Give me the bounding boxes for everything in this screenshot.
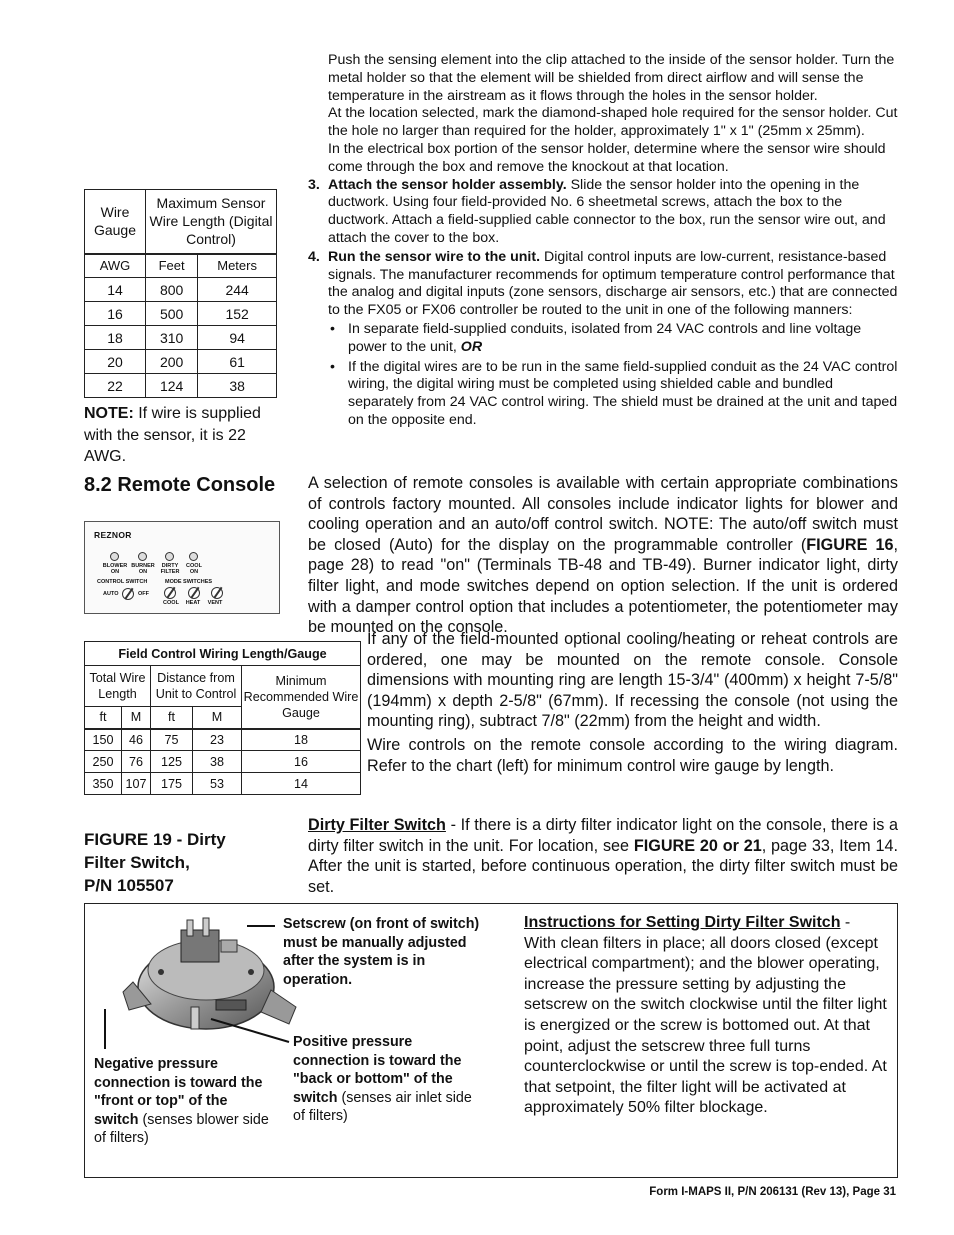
cell: 152 xyxy=(198,302,277,326)
paragraph: If any of the field-mounted optional cooling/heating or reheat controls are ordered, one may be mounted on the remote console. Console dimensions with mounting ring are length 15-3/4" (400mm) x height 7-5/8" (194mm) x depth 2-5/8" (67mm). If recessing the console (not using the mounting ring), subtract 7/8" (22mm) from the height and width. xyxy=(367,630,898,731)
unit-cell: Feet xyxy=(146,254,198,278)
table-title: Field Control Wiring Length/Gauge xyxy=(85,642,361,666)
indicator-light xyxy=(110,552,119,561)
cell: 200 xyxy=(146,350,198,374)
paragraph: Push the sensing element into the clip attached to the inside of the sensor holder. Turn the metal holder so that the element will be shielded from direct airflow and will sense the temperature in the airstream as it flows through the holes in the sensor holder. xyxy=(328,52,895,104)
table-row xyxy=(85,326,277,350)
step-title: Run the sensor wire to the unit. xyxy=(328,248,541,265)
section-body xyxy=(308,473,898,638)
figure-ref: FIGURE 20 or 21 xyxy=(633,836,762,855)
indicator-light xyxy=(189,552,198,561)
field-wiring-table xyxy=(84,641,361,795)
bullet-item xyxy=(308,359,898,430)
mode-label: VENT xyxy=(207,600,223,606)
note-label: NOTE: xyxy=(84,405,134,422)
step-text: Digital control inputs are low-current, resistance-based signals. The manufacturer recommends for optimum temperature control performance that the analog and digital inputs (zone sensors, discharge air sensors, etc.) that are connected to the FX05 or FX06 controller be routed to the unit in one of the following manners: xyxy=(328,248,898,319)
table-row xyxy=(85,278,277,302)
cell: 94 xyxy=(198,326,277,350)
cell: 16 xyxy=(85,302,146,326)
table-row xyxy=(85,350,277,374)
unit-cell: ft xyxy=(85,707,122,729)
step-3 xyxy=(308,177,898,248)
auto-off-switch xyxy=(122,588,134,600)
paragraph: A selection of remote consoles is available with certain appropriate combinations of controls factory mounted. All consoles include indicator lights for blower and cooling operation and an auto/off control switch. NOTE: The auto/off switch must be closed (Auto) for the display on the programmable controller ( xyxy=(308,474,898,554)
figure-19-box xyxy=(84,903,898,1178)
header-min-gauge: Minimum Recommended Wire Gauge xyxy=(242,666,361,729)
cell: 18 xyxy=(85,326,146,350)
cell: 20 xyxy=(85,350,146,374)
table-row: 150 46 75 23 18 xyxy=(85,729,361,751)
instructions-block: Instructions for Setting Dirty Filter Switch - With clean filters in place; all doors closed (except electrical compartment); and the blower operating, increase the pressure setting by adjusting the setscrew on the switch clockwise until the filter light is energized or the screw is bottomed out. At that point, adjust the setscrew three full turns counterclockwise or until the screw is top-ended. At that setpoint, the filter light will be activated at approximately 50% filter blockage. xyxy=(524,913,889,1119)
cell: 22 xyxy=(85,374,146,398)
positive-pressure-callout: Positive pressure connection is toward the "back or bottom" of the switch (senses air inlet side of filters) xyxy=(293,1034,472,1125)
figure-caption: FIGURE 19 - Dirty Filter Switch, P/N 105507 xyxy=(84,830,226,895)
unit-cell: M xyxy=(122,707,151,729)
bullet-text: If the digital wires are to be run in the same field-supplied conduit as the 24 VAC control wiring, the digital wiring must be completed using shielded cable and bundled separately from 24 VAC control wiring. The shield must be drained at the unit and taped on the opposite end. xyxy=(348,358,898,428)
bullet-mark: • xyxy=(330,358,335,375)
table-row xyxy=(85,302,277,326)
mode-switches-label: MODE SWITCHES xyxy=(165,579,213,585)
paragraph: Wire controls on the remote console according to the wiring diagram. Refer to the chart (left) for minimum control wire gauge by length. xyxy=(367,735,898,775)
brand-logo: REZNOR xyxy=(94,530,132,540)
header-wire-gauge: Wire Gauge xyxy=(85,190,146,254)
cell: 38 xyxy=(198,374,277,398)
mode-switch xyxy=(211,587,223,599)
figure-ref: FIGURE 16 xyxy=(806,535,894,554)
mode-switch xyxy=(164,587,176,599)
step-4 xyxy=(308,249,898,320)
dirty-filter-paragraph: Dirty Filter Switch - If there is a dirty filter indicator light on the console, there is a dirty filter switch in the unit. For location, see FIGURE 20 or 21, page 33, Item 14. After the unit is started, before continuous operation, the dirty filter switch must be set. xyxy=(308,816,898,896)
header-total-length: Total Wire Length xyxy=(85,666,151,707)
cell: 244 xyxy=(198,278,277,302)
negative-pressure-callout: Negative pressure connection is toward the "front or top" of the switch (senses blower side of filters) xyxy=(94,1056,269,1147)
section-body-2 xyxy=(367,629,898,776)
cell: 800 xyxy=(146,278,198,302)
header-max-length: Maximum Sensor Wire Length (Digital Control) xyxy=(146,190,277,254)
dirty-filter-title: Dirty Filter Switch xyxy=(308,816,446,834)
table-row xyxy=(85,374,277,398)
auto-label: AUTO xyxy=(103,591,119,597)
cell: 61 xyxy=(198,350,277,374)
cell: 310 xyxy=(146,326,198,350)
unit-cell: ft xyxy=(151,707,193,729)
unit-cell: M xyxy=(193,707,242,729)
light-label: COOL ON xyxy=(186,563,202,575)
paragraph: At the location selected, mark the diamond-shaped hole required for the sensor holder. Cut the hole no larger than required for the holder, approximately 1" x 1" (25mm x 25mm). xyxy=(328,105,898,140)
light-label: BLOWER ON xyxy=(102,563,128,575)
sensor-install-text xyxy=(308,52,898,430)
table-row: 350 107 175 53 14 xyxy=(85,773,361,795)
mode-switch xyxy=(188,587,200,599)
off-label: OFF xyxy=(138,591,149,597)
bullet-mark: • xyxy=(330,320,335,337)
cell: 500 xyxy=(146,302,198,326)
step-number: 4. xyxy=(308,248,320,265)
unit-cell: Meters xyxy=(198,254,277,278)
mode-label: HEAT xyxy=(185,600,201,606)
step-title: Attach the sensor holder assembly. xyxy=(328,176,567,193)
instructions-text: With clean filters in place; all doors closed (except electrical compartment); and the blower operating, increase the pressure setting by adjusting the setscrew on the switch clockwise until the filter light is energized or the screw is bottomed out. At that point, adjust the setscrew three full turns counterclockwise or until the screw is top-ended. At that setpoint, the filter light will be activated at approximately 50% filter blockage. xyxy=(524,934,887,1117)
wire-length-table xyxy=(84,189,277,398)
unit-cell: AWG xyxy=(85,254,146,278)
table-row: 250 76 125 38 16 xyxy=(85,751,361,773)
step-number: 3. xyxy=(308,176,320,193)
paragraph: In the electrical box portion of the sensor holder, determine where the sensor wire should come through the box and remove the knockout at that location. xyxy=(328,140,886,175)
indicator-light xyxy=(165,552,174,561)
paragraph: , page 28) to read "on" (Terminals TB-48 and TB-49). Burner indicator light, dirty filter light, and mode switches depend on option selection. If the unit is ordered with a damper control option that includes a potentiometer, the potentiometer may be mounted on the console. xyxy=(308,535,898,637)
light-label: BURNER ON xyxy=(131,563,155,575)
note-text: If wire is supplied with the sensor, it is 22 AWG. xyxy=(84,405,261,465)
bullet-or: OR xyxy=(460,338,483,355)
light-label: DIRTY FILTER xyxy=(160,563,180,575)
header-distance: Distance from Unit to Control xyxy=(151,666,242,707)
step-text: Slide the sensor holder into the opening in the ductwork. Using four field-provided No. 6 sheetmetal screws, attach the box to the ductwork. Attach a field-supplied cable connector to the box, run the sensor wire out, and attach the cover to the box. xyxy=(328,176,886,246)
leader-lines xyxy=(85,904,305,1054)
wire-note xyxy=(84,403,284,468)
cell: 14 xyxy=(85,278,146,302)
bullet-item xyxy=(308,321,898,357)
control-switch-label: CONTROL SWITCH xyxy=(97,579,148,585)
indicator-light xyxy=(138,552,147,561)
section-title: 8.2 Remote Console xyxy=(84,474,276,496)
page-footer: Form I-MAPS II, P/N 206131 (Rev 13), Page 31 xyxy=(649,1186,896,1198)
setscrew-callout: Setscrew (on front of switch) must be manually adjusted after the system is in operation. xyxy=(283,916,480,988)
cell: 124 xyxy=(146,374,198,398)
bullet-text: In separate field-supplied conduits, isolated from 24 VAC controls and line voltage power to the unit, xyxy=(348,320,862,355)
remote-console-image xyxy=(84,521,280,614)
instructions-title: Instructions for Setting Dirty Filter Switch xyxy=(524,914,841,931)
mode-label: COOL xyxy=(163,600,179,606)
